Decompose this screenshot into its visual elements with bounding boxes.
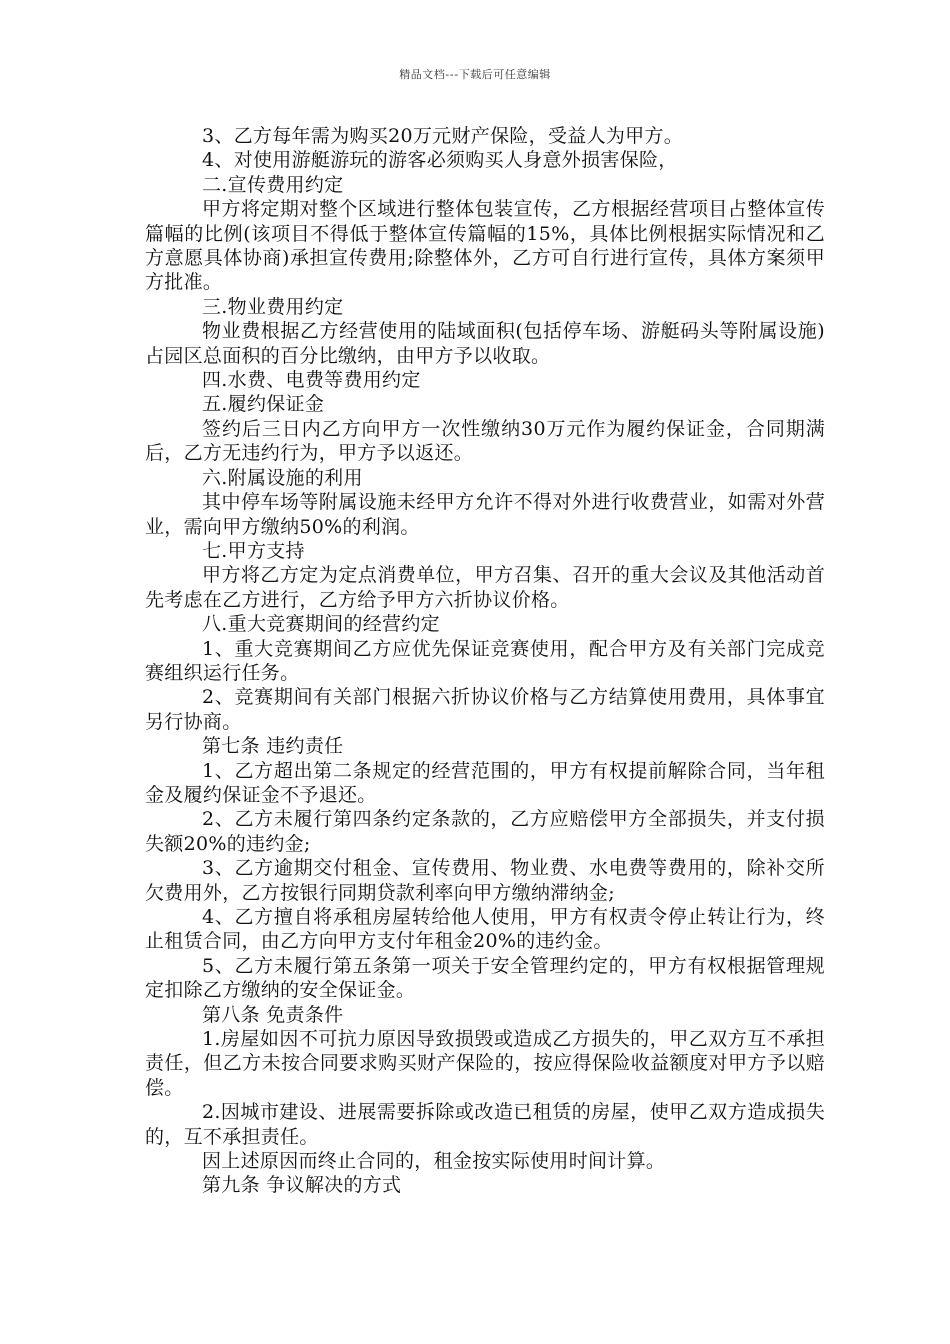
clause-text: 2、乙方未履行第四条约定条款的，乙方应赔偿甲方全部损失，并支付损失额20%的违约金;	[145, 808, 825, 855]
clause-text: 甲方将定期对整个区域进行整体包装宣传，乙方根据经营项目占整体宣传篇幅的比例(该项目不得低于整体宣传篇幅的15%，具体比例根据实际情况和乙方意愿具体协商)承担宣传费用;除整体外，乙方可自行进行宣传，具体方案须甲方批准。	[145, 198, 825, 294]
clause-text: 2.因城市建设、进展需要拆除或改造已租赁的房屋，使甲乙双方造成损失的，互不承担责任。	[145, 1101, 825, 1148]
clause-text: 3、乙方逾期交付租金、宣传费用、物业费、水电费等费用的，除补交所欠费用外，乙方按银行同期贷款利率向甲方缴纳滞纳金;	[145, 857, 825, 904]
clause-text: 5、乙方未履行第五条第一项关于安全管理约定的，甲方有权根据管理规定扣除乙方缴纳的安全保证金。	[145, 954, 825, 1002]
clause-text: 3、乙方每年需为购买20万元财产保险，受益人为甲方。	[202, 125, 684, 147]
section-heading: 四.水费、电费等费用约定	[202, 369, 421, 392]
clause-text: 2、竞赛期间有关部门根据六折协议价格与乙方结算使用费用，具体事宜另行协商。	[145, 686, 825, 733]
clause-text: 1、重大竞赛期间乙方应优先保证竞赛使用，配合甲方及有关部门完成竞赛组织运行任务。	[145, 637, 825, 684]
clause-text: 1、乙方超出第二条规定的经营范围的，甲方有权提前解除合同，当年租金及履约保证金不予退还。	[145, 759, 825, 806]
clause-text: 因上述原因而终止合同的，租金按实际使用时间计算。	[202, 1150, 666, 1173]
section-heading: 八.重大竞赛期间的经营约定	[202, 613, 440, 636]
page-header-watermark: 精品文档---下载后可任意编辑	[399, 68, 551, 81]
clause-text: 4、乙方擅自将承租房屋转给他人使用，甲方有权责令停止转让行为，终止租赁合同，由乙方向甲方支付年租金20%的违约金。	[145, 906, 825, 953]
section-heading: 七.甲方支持	[202, 539, 305, 562]
article-heading: 第七条 违约责任	[202, 735, 344, 758]
article-heading: 第八条 免责条件	[202, 1003, 344, 1026]
clause-text: 1.房屋如因不可抗力原因导致损毁或造成乙方损失的，甲乙双方互不承担责任，但乙方未按合同要求购买财产保险的，按应得保险收益额度对甲方予以赔偿。	[145, 1028, 825, 1099]
clause-text: 其中停车场等附属设施未经甲方允许不得对外进行收费营业，如需对外营业，需向甲方缴纳50%的利润。	[145, 491, 825, 538]
clause-text: 签约后三日内乙方向甲方一次性缴纳30万元作为履约保证金，合同期满后，乙方无违约行为，甲方予以返还。	[145, 417, 825, 465]
section-heading: 六.附属设施的利用	[202, 466, 363, 489]
article-heading: 第九条 争议解决的方式	[202, 1174, 402, 1197]
clause-text: 甲方将乙方定为定点消费单位，甲方召集、召开的重大会议及其他活动首先考虑在乙方进行，乙方给予甲方六折协议价格。	[145, 564, 825, 611]
clause-text: 4、对使用游艇游玩的游客必须购买人身意外损害保险，	[202, 149, 678, 172]
section-heading: 二.宣传费用约定	[202, 173, 344, 196]
clause-text: 物业费根据乙方经营使用的陆域面积(包括停车场、游艇码头等附属设施)占园区总面积的百分比缴纳，由甲方予以收取。	[145, 320, 825, 367]
section-heading: 五.履约保证金	[202, 393, 325, 416]
section-heading: 三.物业费用约定	[202, 295, 344, 318]
document-body	[145, 124, 825, 1198]
